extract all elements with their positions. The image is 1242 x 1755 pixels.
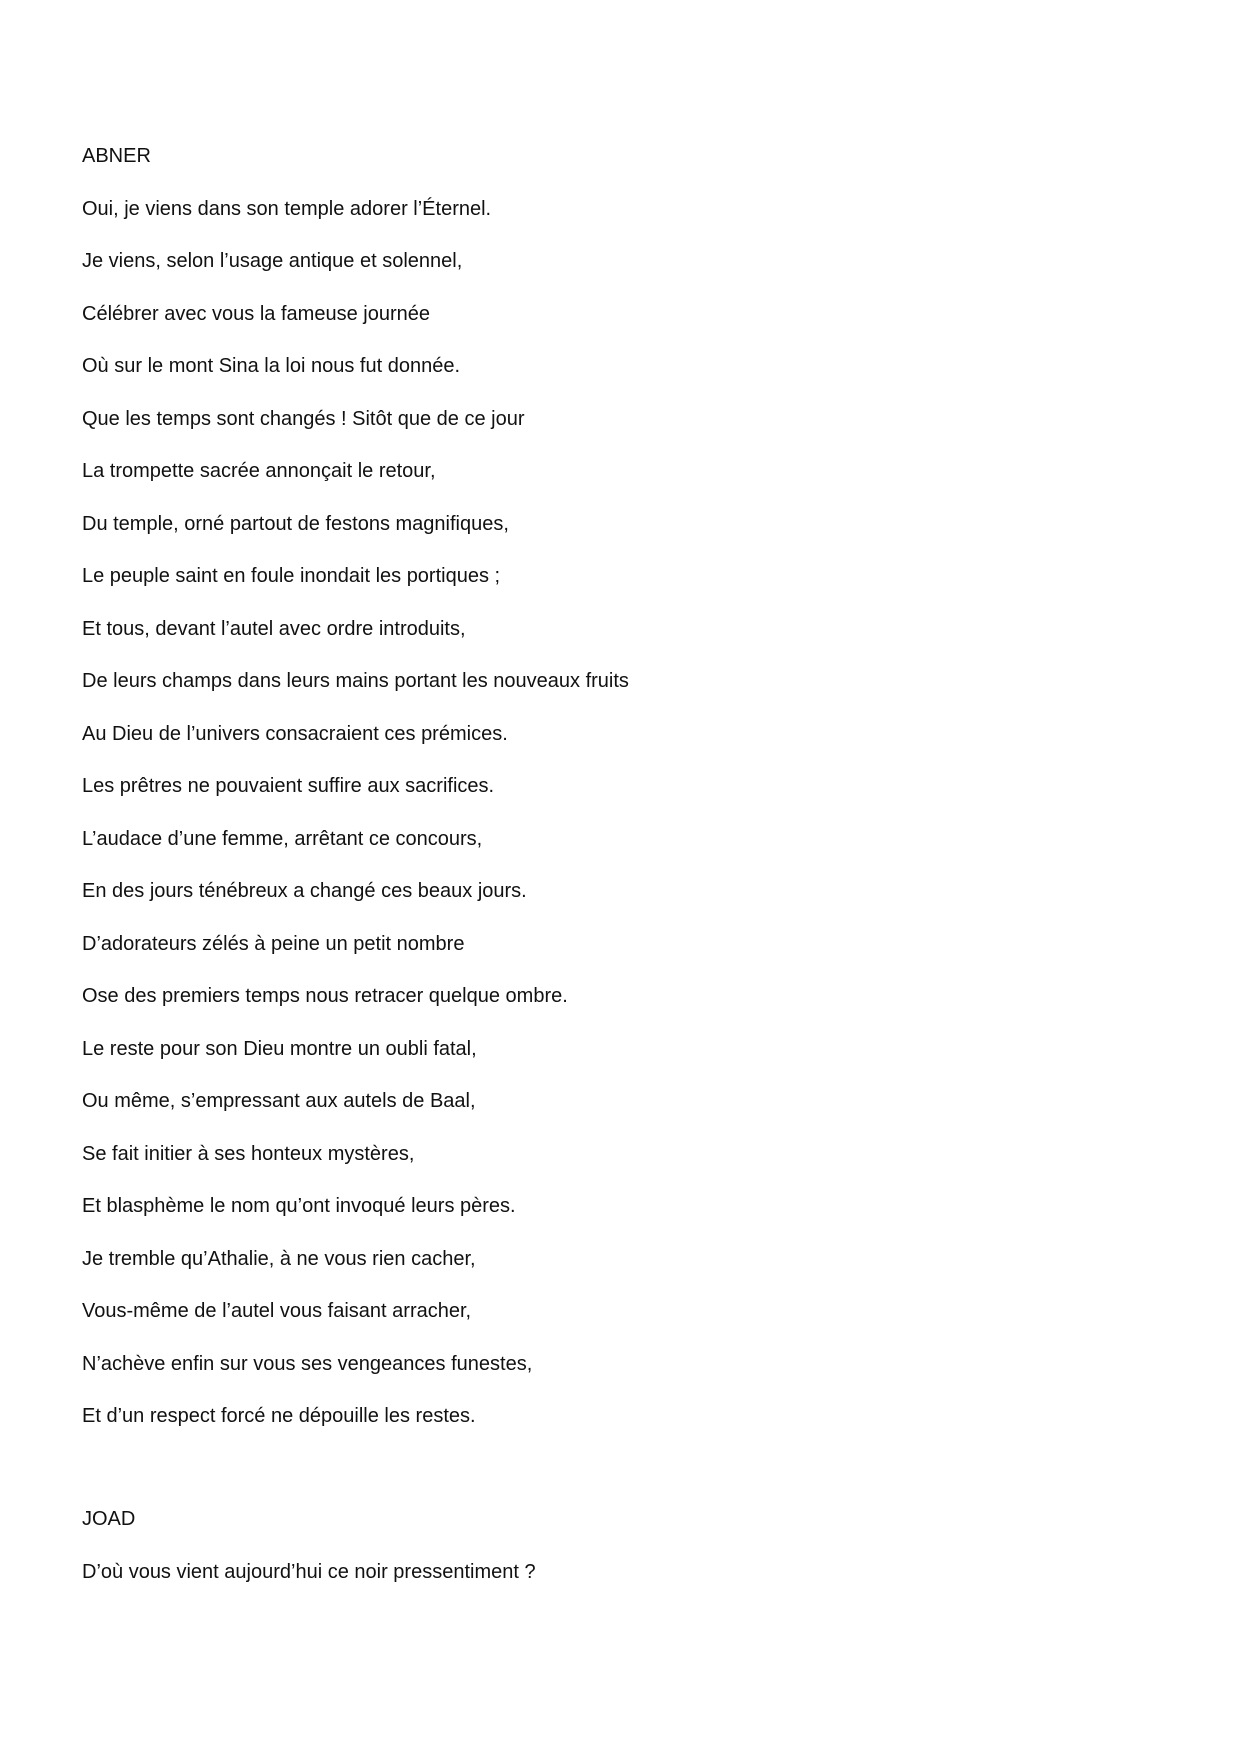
verse-line: Vous-même de l’autel vous faisant arracher, [82, 1300, 472, 1322]
verse-line: Célébrer avec vous la fameuse journée [82, 302, 430, 325]
verse-line: Se fait initier à ses honteux mystères, [82, 1142, 415, 1165]
speech-abner [82, 130, 1182, 1443]
verse-line: N’achève enfin sur vous ses vengeances funestes, [82, 1352, 533, 1375]
verse-line: Je viens, selon l’usage antique et solennel, [82, 250, 463, 272]
verse-line: Oui, je viens dans son temple adorer l’Éternel. [82, 197, 492, 220]
verse-line: Où sur le mont Sina la loi nous fut donnée. [82, 355, 461, 377]
verse-line: D’adorateurs zélés à peine un petit nombre [82, 932, 465, 955]
verse-line: Et d’un respect forcé ne dépouille les restes. [82, 1405, 476, 1427]
verse-line: Le reste pour son Dieu montre un oubli fatal, [82, 1037, 477, 1060]
verse-line: Que les temps sont changés ! Sitôt que de ce jour [82, 407, 525, 430]
verse-line: La trompette sacrée annonçait le retour, [82, 460, 436, 482]
speech-joad [82, 1493, 1182, 1598]
verse-line: Et blasphème le nom qu’ont invoqué leurs pères. [82, 1195, 516, 1217]
verse-line: Le peuple saint en foule inondait les portiques ; [82, 565, 501, 587]
verse-line: Ose des premiers temps nous retracer quelque ombre. [82, 985, 568, 1007]
speaker-name: ABNER [82, 145, 151, 167]
verse-line: Et tous, devant l’autel avec ordre introduits, [82, 617, 466, 640]
verse-line: Je tremble qu’Athalie, à ne vous rien cacher, [82, 1247, 476, 1270]
verse-line: D’où vous vient aujourd’hui ce noir pressentiment ? [82, 1560, 536, 1583]
verse-line: De leurs champs dans leurs mains portant les nouveaux fruits [82, 670, 629, 692]
verse-line: Du temple, orné partout de festons magnifiques, [82, 512, 509, 535]
verse-line: En des jours ténébreux a changé ces beaux jours. [82, 880, 527, 902]
verse-line: Au Dieu de l’univers consacraient ces prémices. [82, 722, 508, 745]
verse-line: Ou même, s’empressant aux autels de Baal, [82, 1090, 476, 1112]
speaker-name: JOAD [82, 1508, 136, 1530]
verse-line: L’audace d’une femme, arrêtant ce concours, [82, 827, 483, 850]
verse-line: Les prêtres ne pouvaient suffire aux sacrifices. [82, 775, 495, 797]
